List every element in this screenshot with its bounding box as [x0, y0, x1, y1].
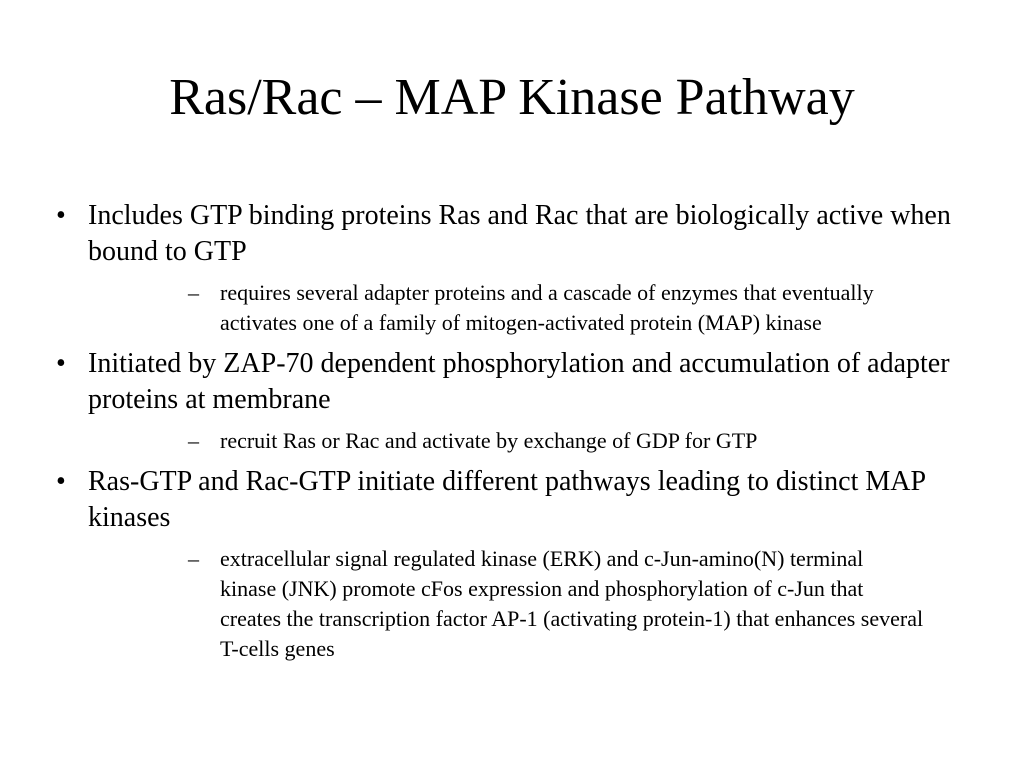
bullet-marker: •	[56, 348, 66, 379]
sub-bullet-text: requires several adapter proteins and a cascade of enzymes that eventually activates one of a family of mitogen-activated protein (MAP) kinase	[220, 280, 874, 335]
sub-bullet-item	[88, 278, 974, 338]
bullet-text: Ras-GTP and Rac-GTP initiate different pathways leading to distinct MAP kinases	[88, 466, 925, 533]
bullet-text: Initiated by ZAP-70 dependent phosphorylation and accumulation of adapter proteins at membrane	[88, 348, 950, 415]
sub-bullet-list	[88, 426, 974, 456]
bullet-list	[0, 198, 1024, 672]
sub-bullet-marker: –	[188, 428, 199, 453]
bullet-text: Includes GTP binding proteins Ras and Rac that are biologically active when bound to GTP	[88, 200, 951, 267]
sub-bullet-marker: –	[188, 280, 199, 305]
bullet-item	[0, 198, 1024, 338]
sub-bullet-list	[88, 544, 974, 664]
slide-title: Ras/Rac – MAP Kinase Pathway	[169, 69, 855, 126]
bullet-marker: •	[56, 466, 66, 497]
bullet-marker: •	[56, 200, 66, 231]
sub-bullet-item	[88, 426, 974, 456]
sub-bullet-marker: –	[188, 546, 199, 571]
bullet-item	[0, 346, 1024, 456]
sub-bullet-text: recruit Ras or Rac and activate by exchange of GDP for GTP	[220, 428, 758, 453]
sub-bullet-list	[88, 278, 974, 338]
sub-bullet-item	[88, 544, 974, 664]
bullet-item	[0, 464, 1024, 664]
sub-bullet-text: extracellular signal regulated kinase (ERK) and c-Jun-amino(N) terminal kinase (JNK) promote cFos expression and phosphorylation of c-Jun that creates the transcription factor AP-1 (activating protein-1) that enhances several T-cells genes	[220, 546, 924, 661]
